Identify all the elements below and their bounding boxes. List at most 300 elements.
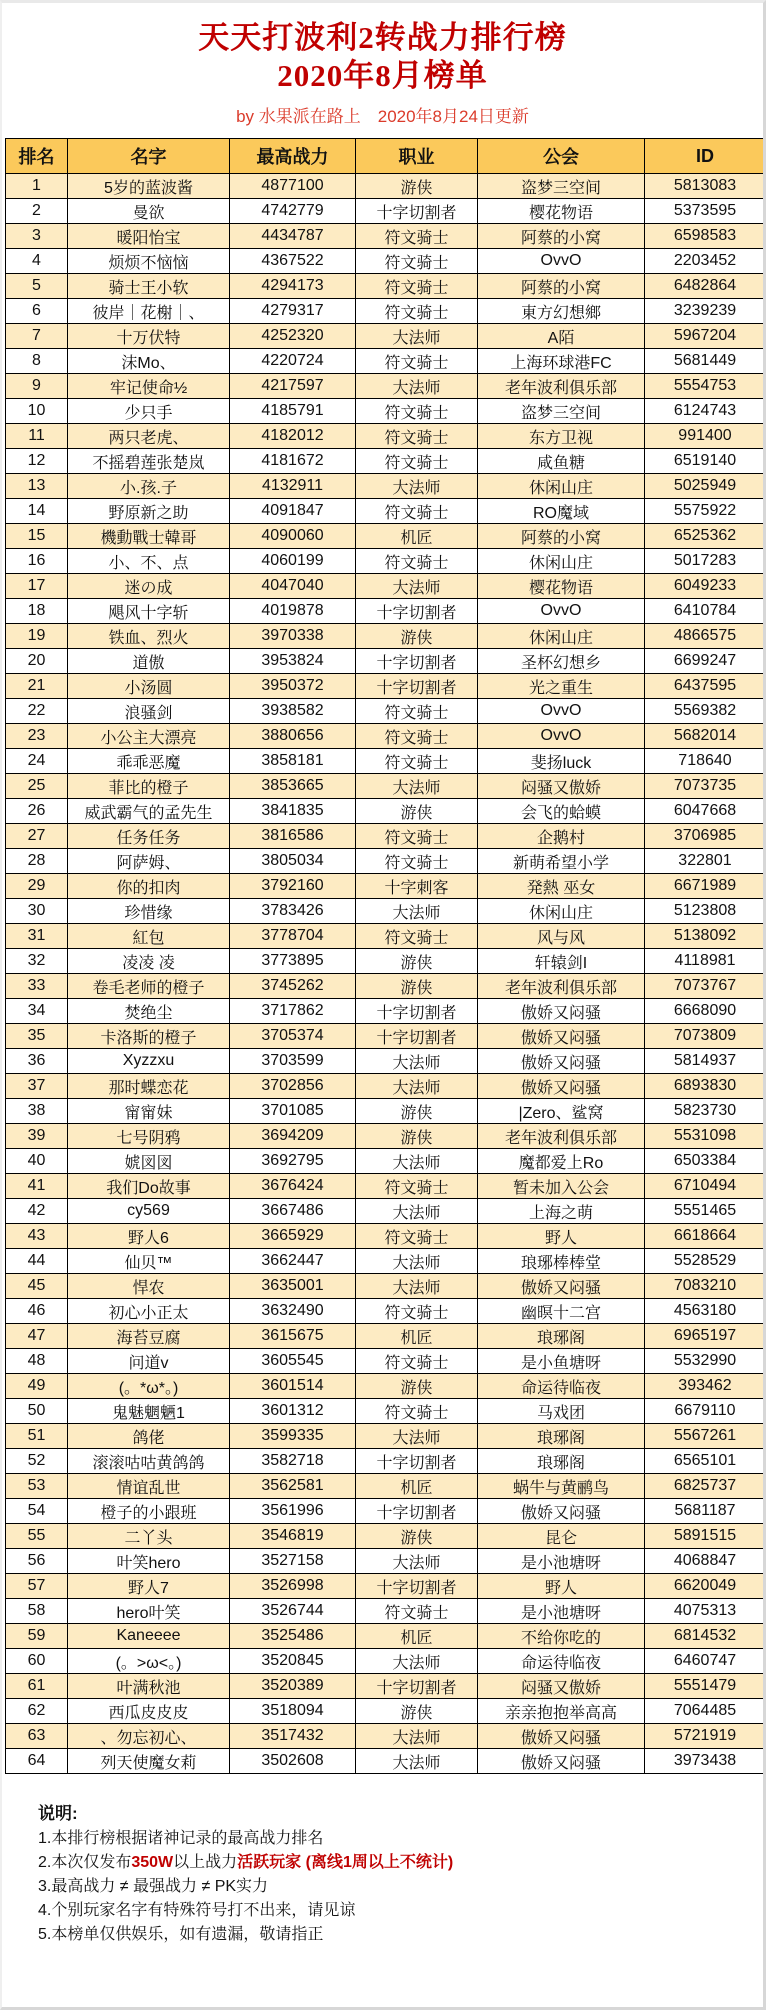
rank-cell: 54	[6, 1499, 68, 1524]
table-row	[6, 724, 766, 749]
table-row	[6, 1299, 766, 1324]
id-cell: 7073809	[645, 1024, 766, 1049]
name-cell: 飓风十字斩	[68, 599, 230, 624]
name-cell: 道傲	[68, 649, 230, 674]
power-cell: 3841835	[230, 799, 356, 824]
power-cell: 3527158	[230, 1549, 356, 1574]
id-cell: 5891515	[645, 1524, 766, 1549]
id-cell: 5567261	[645, 1424, 766, 1449]
name-cell: 婋図図	[68, 1149, 230, 1174]
id-cell: 718640	[645, 749, 766, 774]
table-row	[6, 624, 766, 649]
class-cell: 符文骑士	[356, 249, 478, 274]
rank-cell: 13	[6, 474, 68, 499]
power-cell: 3676424	[230, 1174, 356, 1199]
guild-cell: 轩辕剑I	[478, 949, 645, 974]
class-cell: 符文骑士	[356, 849, 478, 874]
table-row	[6, 1424, 766, 1449]
class-cell: 符文骑士	[356, 299, 478, 324]
guild-cell: RO魔域	[478, 499, 645, 524]
id-cell: 6525362	[645, 524, 766, 549]
power-cell: 3783426	[230, 899, 356, 924]
name-cell: 滚滚咕咕黄鸽鸽	[68, 1449, 230, 1474]
guild-cell: 蜗牛与黄鹂鸟	[478, 1474, 645, 1499]
rank-cell: 41	[6, 1174, 68, 1199]
table-row	[6, 1574, 766, 1599]
id-cell: 6519140	[645, 449, 766, 474]
name-cell: 鸽佬	[68, 1424, 230, 1449]
power-cell: 3745262	[230, 974, 356, 999]
rank-cell: 4	[6, 249, 68, 274]
rank-cell: 9	[6, 374, 68, 399]
rank-cell: 23	[6, 724, 68, 749]
guild-cell: 咸鱼糖	[478, 449, 645, 474]
rank-cell: 56	[6, 1549, 68, 1574]
note-line	[38, 1875, 763, 1899]
rank-cell: 11	[6, 424, 68, 449]
power-cell: 4434787	[230, 224, 356, 249]
table-row	[6, 1224, 766, 1249]
id-cell: 6049233	[645, 574, 766, 599]
rank-cell: 26	[6, 799, 68, 824]
name-cell: 小、不、点	[68, 549, 230, 574]
id-cell: 5025949	[645, 474, 766, 499]
id-cell: 4068847	[645, 1549, 766, 1574]
guild-cell: 阿蔡的小窝	[478, 224, 645, 249]
table-row	[6, 274, 766, 299]
rank-cell: 47	[6, 1324, 68, 1349]
class-cell: 大法师	[356, 1249, 478, 1274]
note-segment: 1.本排行榜根据诸神记录的最高战力排名	[38, 1830, 324, 1847]
rank-cell: 50	[6, 1399, 68, 1424]
table-row	[6, 1074, 766, 1099]
name-cell: 二丫头	[68, 1524, 230, 1549]
name-cell: 5岁的蓝波酱	[68, 174, 230, 199]
name-cell: 小公主大漂亮	[68, 724, 230, 749]
power-cell: 3518094	[230, 1699, 356, 1724]
id-cell: 3706985	[645, 824, 766, 849]
power-cell: 4182012	[230, 424, 356, 449]
ranking-table-head	[6, 139, 766, 174]
guild-cell: 风与风	[478, 924, 645, 949]
table-row	[6, 349, 766, 374]
name-cell: 凌凌 凌	[68, 949, 230, 974]
ranking-table-body	[6, 174, 766, 1774]
table-row	[6, 1174, 766, 1199]
id-cell: 6618664	[645, 1224, 766, 1249]
id-cell: 6437595	[645, 674, 766, 699]
name-cell: Xyzzxu	[68, 1049, 230, 1074]
rank-cell: 27	[6, 824, 68, 849]
id-cell: 4563180	[645, 1299, 766, 1324]
guild-cell: 不给你吃的	[478, 1624, 645, 1649]
id-cell: 6620049	[645, 1574, 766, 1599]
name-cell: 曼欲	[68, 199, 230, 224]
power-cell: 3520389	[230, 1674, 356, 1699]
table-row	[6, 674, 766, 699]
class-cell: 游侠	[356, 1124, 478, 1149]
name-cell: 甯甯妹	[68, 1099, 230, 1124]
id-cell: 6124743	[645, 399, 766, 424]
guild-cell: 傲娇又闷骚	[478, 1024, 645, 1049]
name-cell: 初心小正太	[68, 1299, 230, 1324]
name-cell: 悍农	[68, 1274, 230, 1299]
name-cell: 十万伏特	[68, 324, 230, 349]
rank-cell: 58	[6, 1599, 68, 1624]
table-row	[6, 1699, 766, 1724]
name-cell: 我们Do故事	[68, 1174, 230, 1199]
name-cell: (。*ω*。)	[68, 1374, 230, 1399]
name-cell: 乖乖恶魔	[68, 749, 230, 774]
name-cell: 珍惜缘	[68, 899, 230, 924]
rank-cell: 44	[6, 1249, 68, 1274]
guild-cell: 樱花物语	[478, 199, 645, 224]
class-cell: 大法师	[356, 1049, 478, 1074]
guild-cell: 会飞的蛤蟆	[478, 799, 645, 824]
class-cell: 十字切割者	[356, 999, 478, 1024]
guild-cell: 傲娇又闷骚	[478, 1049, 645, 1074]
rank-cell: 37	[6, 1074, 68, 1099]
table-row	[6, 1599, 766, 1624]
name-cell: 暖阳怡宝	[68, 224, 230, 249]
rank-cell: 20	[6, 649, 68, 674]
notes-section	[38, 1801, 763, 1947]
class-cell: 符文骑士	[356, 749, 478, 774]
class-cell: 大法师	[356, 374, 478, 399]
power-cell: 3546819	[230, 1524, 356, 1549]
name-cell: 阿萨姆、	[68, 849, 230, 874]
table-row	[6, 499, 766, 524]
id-cell: 3239239	[645, 299, 766, 324]
power-cell: 4047040	[230, 574, 356, 599]
table-row	[6, 449, 766, 474]
power-cell: 3561996	[230, 1499, 356, 1524]
guild-cell: 企鹅村	[478, 824, 645, 849]
rank-cell: 2	[6, 199, 68, 224]
table-row	[6, 974, 766, 999]
note-segment: 5.本榜单仅供娱乐，如有遗漏，敬请指正	[38, 1926, 324, 1943]
table-row	[6, 1049, 766, 1074]
guild-cell: OvvO	[478, 249, 645, 274]
power-cell: 4090060	[230, 524, 356, 549]
class-cell: 游侠	[356, 1099, 478, 1124]
guild-cell: 休闲山庄	[478, 899, 645, 924]
power-cell: 3702856	[230, 1074, 356, 1099]
column-header-name: 名字	[68, 139, 230, 174]
id-cell: 5554753	[645, 374, 766, 399]
class-cell: 大法师	[356, 474, 478, 499]
class-cell: 符文骑士	[356, 399, 478, 424]
name-cell: 紅包	[68, 924, 230, 949]
power-cell: 3599335	[230, 1424, 356, 1449]
id-cell: 5551465	[645, 1199, 766, 1224]
table-row	[6, 749, 766, 774]
class-cell: 游侠	[356, 799, 478, 824]
rank-cell: 38	[6, 1099, 68, 1124]
name-cell: 野人7	[68, 1574, 230, 1599]
name-cell: 你的扣肉	[68, 874, 230, 899]
id-cell: 322801	[645, 849, 766, 874]
id-cell: 6893830	[645, 1074, 766, 1099]
guild-cell: 樱花物语	[478, 574, 645, 599]
guild-cell: 命运待临夜	[478, 1374, 645, 1399]
power-cell: 3703599	[230, 1049, 356, 1074]
table-row	[6, 549, 766, 574]
class-cell: 十字切割者	[356, 1499, 478, 1524]
table-row	[6, 799, 766, 824]
rank-cell: 46	[6, 1299, 68, 1324]
power-cell: 3953824	[230, 649, 356, 674]
class-cell: 符文骑士	[356, 824, 478, 849]
id-cell: 5373595	[645, 199, 766, 224]
name-cell: 浪骚剑	[68, 699, 230, 724]
note-segment: 以上战力	[173, 1854, 238, 1871]
rank-cell: 55	[6, 1524, 68, 1549]
class-cell: 十字切割者	[356, 1449, 478, 1474]
guild-cell: 老年波利俱乐部	[478, 974, 645, 999]
rank-cell: 45	[6, 1274, 68, 1299]
table-row	[6, 574, 766, 599]
table-row	[6, 849, 766, 874]
name-cell: 菲比的橙子	[68, 774, 230, 799]
guild-cell: 上海之萌	[478, 1199, 645, 1224]
class-cell: 大法师	[356, 574, 478, 599]
table-row	[6, 1749, 766, 1774]
class-cell: 大法师	[356, 1749, 478, 1774]
class-cell: 符文骑士	[356, 1349, 478, 1374]
name-cell: 不摇碧莲张楚岚	[68, 449, 230, 474]
id-cell: 5017283	[645, 549, 766, 574]
id-cell: 5123808	[645, 899, 766, 924]
name-cell: 小汤圆	[68, 674, 230, 699]
table-row	[6, 1549, 766, 1574]
class-cell: 大法师	[356, 899, 478, 924]
id-cell: 4118981	[645, 949, 766, 974]
name-cell: 两只老虎、	[68, 424, 230, 449]
table-row	[6, 1499, 766, 1524]
rank-cell: 14	[6, 499, 68, 524]
byline: by 水果派在路上 2020年8月24日更新	[236, 107, 529, 126]
table-row	[6, 524, 766, 549]
name-cell: 卷毛老师的橙子	[68, 974, 230, 999]
table-row	[6, 1724, 766, 1749]
table-row	[6, 1349, 766, 1374]
ranking-table	[5, 138, 766, 1774]
class-cell: 符文骑士	[356, 424, 478, 449]
rank-cell: 52	[6, 1449, 68, 1474]
notes-heading: 说明:	[38, 1804, 78, 1823]
guild-cell: 傲娇又闷骚	[478, 1724, 645, 1749]
rank-cell: 61	[6, 1674, 68, 1699]
name-cell: 叶满秋池	[68, 1674, 230, 1699]
id-cell: 6598583	[645, 224, 766, 249]
id-cell: 6699247	[645, 649, 766, 674]
id-cell: 5528529	[645, 1249, 766, 1274]
guild-cell: 琅琊棒棒堂	[478, 1249, 645, 1274]
guild-cell: 傲娇又闷骚	[478, 1499, 645, 1524]
table-row	[6, 999, 766, 1024]
id-cell: 4075313	[645, 1599, 766, 1624]
class-cell: 游侠	[356, 949, 478, 974]
id-cell: 4866575	[645, 624, 766, 649]
rank-cell: 25	[6, 774, 68, 799]
power-cell: 3665929	[230, 1224, 356, 1249]
guild-cell: 傲娇又闷骚	[478, 1274, 645, 1299]
guild-cell: 老年波利俱乐部	[478, 1124, 645, 1149]
power-cell: 3792160	[230, 874, 356, 899]
table-row	[6, 299, 766, 324]
note-line	[38, 1827, 763, 1851]
class-cell: 游侠	[356, 1699, 478, 1724]
power-cell: 4060199	[230, 549, 356, 574]
name-cell: 橙子的小跟班	[68, 1499, 230, 1524]
table-row	[6, 1649, 766, 1674]
column-header-rank: 排名	[6, 139, 68, 174]
class-cell: 游侠	[356, 174, 478, 199]
guild-cell: OvvO	[478, 699, 645, 724]
guild-cell: 斐扬luck	[478, 749, 645, 774]
guild-cell: 闷骚又傲娇	[478, 1674, 645, 1699]
class-cell: 机匠	[356, 1624, 478, 1649]
id-cell: 3973438	[645, 1749, 766, 1774]
name-cell: 彼岸｜花榭｜、	[68, 299, 230, 324]
table-row	[6, 1149, 766, 1174]
rank-cell: 21	[6, 674, 68, 699]
power-cell: 3526998	[230, 1574, 356, 1599]
table-row	[6, 1324, 766, 1349]
class-cell: 十字切割者	[356, 1024, 478, 1049]
power-cell: 3773895	[230, 949, 356, 974]
table-row	[6, 374, 766, 399]
id-cell: 5814937	[645, 1049, 766, 1074]
class-cell: 游侠	[356, 1374, 478, 1399]
guild-cell: 阿蔡的小窝	[478, 274, 645, 299]
name-cell: 那时蝶恋花	[68, 1074, 230, 1099]
id-cell: 6814532	[645, 1624, 766, 1649]
power-cell: 4294173	[230, 274, 356, 299]
table-row	[6, 1099, 766, 1124]
table-row	[6, 599, 766, 624]
table-row	[6, 774, 766, 799]
rank-cell: 51	[6, 1424, 68, 1449]
rank-cell: 62	[6, 1699, 68, 1724]
power-cell: 4132911	[230, 474, 356, 499]
class-cell: 符文骑士	[356, 449, 478, 474]
guild-cell: 闷骚又傲娇	[478, 774, 645, 799]
id-cell: 6047668	[645, 799, 766, 824]
guild-cell: 新萌希望小学	[478, 849, 645, 874]
name-cell: 機動戰士韓哥	[68, 524, 230, 549]
id-cell: 5681187	[645, 1499, 766, 1524]
rank-cell: 36	[6, 1049, 68, 1074]
name-cell: 西瓜皮皮皮	[68, 1699, 230, 1724]
id-cell: 6825737	[645, 1474, 766, 1499]
table-row	[6, 249, 766, 274]
rank-cell: 40	[6, 1149, 68, 1174]
table-row	[6, 324, 766, 349]
name-cell: 叶笑hero	[68, 1549, 230, 1574]
id-cell: 6503384	[645, 1149, 766, 1174]
power-cell: 3950372	[230, 674, 356, 699]
class-cell: 大法师	[356, 1424, 478, 1449]
guild-cell: 是小鱼塘呀	[478, 1349, 645, 1374]
class-cell: 符文骑士	[356, 1399, 478, 1424]
power-cell: 3970338	[230, 624, 356, 649]
note-segment: 2.本次仅发布	[38, 1854, 132, 1871]
guild-cell: 東方幻想鄉	[478, 299, 645, 324]
guild-cell: 老年波利俱乐部	[478, 374, 645, 399]
note-line	[38, 1923, 763, 1947]
guild-cell: OvvO	[478, 724, 645, 749]
guild-cell: 暂未加入公会	[478, 1174, 645, 1199]
guild-cell: 东方卫视	[478, 424, 645, 449]
id-cell: 5531098	[645, 1124, 766, 1149]
table-row	[6, 199, 766, 224]
note-segment: 4.个别玩家名字有特殊符号打不出来，请见谅	[38, 1902, 356, 1919]
power-cell: 3805034	[230, 849, 356, 874]
class-cell: 符文骑士	[356, 924, 478, 949]
power-cell: 3816586	[230, 824, 356, 849]
id-cell: 5532990	[645, 1349, 766, 1374]
class-cell: 机匠	[356, 524, 478, 549]
class-cell: 十字切割者	[356, 199, 478, 224]
rank-cell: 63	[6, 1724, 68, 1749]
name-cell: 小.孩.子	[68, 474, 230, 499]
column-header-guild: 公会	[478, 139, 645, 174]
rank-cell: 43	[6, 1224, 68, 1249]
table-row	[6, 824, 766, 849]
name-cell: 烦烦不恼恼	[68, 249, 230, 274]
note-segment: 3.最高战力 ≠ 最强战力 ≠ PK实力	[38, 1878, 269, 1895]
id-cell: 6460747	[645, 1649, 766, 1674]
power-cell: 3667486	[230, 1199, 356, 1224]
class-cell: 大法师	[356, 1724, 478, 1749]
name-cell: 任务任务	[68, 824, 230, 849]
name-cell: 列天使魔女莉	[68, 1749, 230, 1774]
power-cell: 3517432	[230, 1724, 356, 1749]
guild-cell: 野人	[478, 1574, 645, 1599]
class-cell: 大法师	[356, 1549, 478, 1574]
name-cell: 仙贝™	[68, 1249, 230, 1274]
id-cell: 5681449	[645, 349, 766, 374]
table-row	[6, 949, 766, 974]
power-cell: 3694209	[230, 1124, 356, 1149]
rank-cell: 19	[6, 624, 68, 649]
id-cell: 6671989	[645, 874, 766, 899]
table-row	[6, 1449, 766, 1474]
id-cell: 2203452	[645, 249, 766, 274]
id-cell: 6482864	[645, 274, 766, 299]
id-cell: 5967204	[645, 324, 766, 349]
id-cell: 5682014	[645, 724, 766, 749]
rank-cell: 7	[6, 324, 68, 349]
guild-cell: 阿蔡的小窝	[478, 524, 645, 549]
table-row	[6, 1374, 766, 1399]
name-cell: 野原新之助	[68, 499, 230, 524]
power-cell: 3526744	[230, 1599, 356, 1624]
table-row	[6, 899, 766, 924]
class-cell: 符文骑士	[356, 349, 478, 374]
power-cell: 3502608	[230, 1749, 356, 1774]
power-cell: 4367522	[230, 249, 356, 274]
class-cell: 机匠	[356, 1324, 478, 1349]
class-cell: 十字刺客	[356, 874, 478, 899]
guild-cell: 圣杯幻想乡	[478, 649, 645, 674]
id-cell: 7073767	[645, 974, 766, 999]
name-cell: 沫Mo、	[68, 349, 230, 374]
rank-cell: 16	[6, 549, 68, 574]
rank-cell: 35	[6, 1024, 68, 1049]
